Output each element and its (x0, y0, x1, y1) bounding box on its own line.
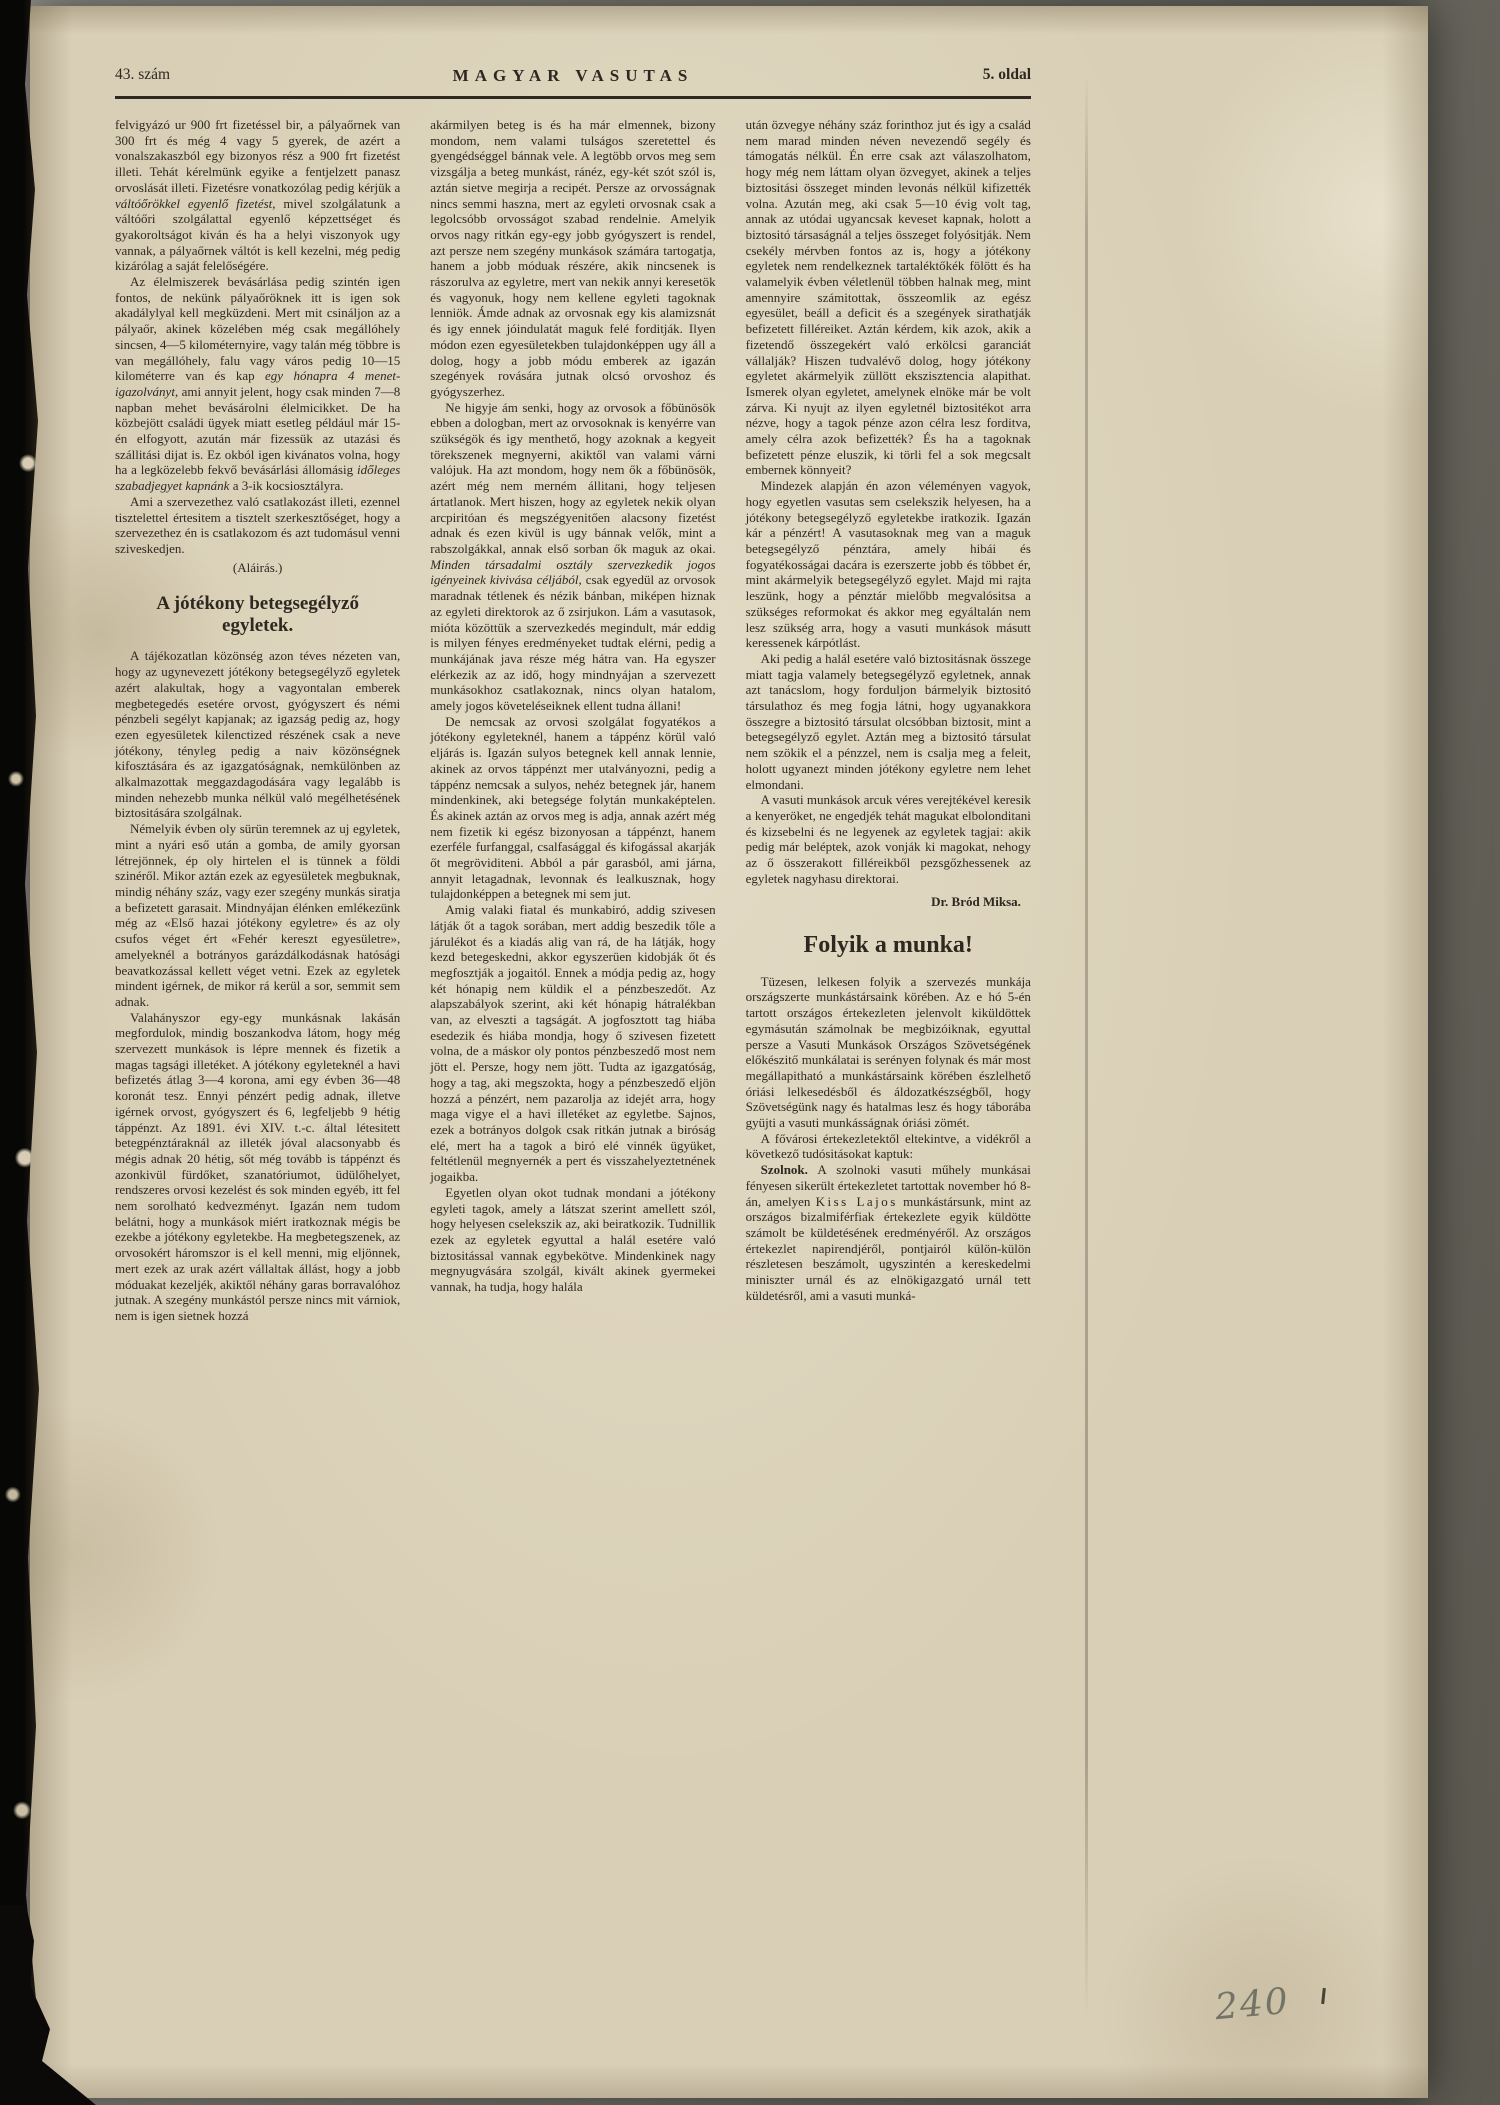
paragraph: Tüzesen, lelkesen folyik a szervezés munkája országszerte munkástársaink körében. Az e hó 5-én tartott országos értekezleten jelenvolt kiküldöttek egymásután számolnak be megbizóiknak, egyuttal persze a Vasuti Munkások Országos Szövetségének előkészitő munkálatai is serényen folynak és már most megállapitható a munkástársaink körében észlelhető óriási lelkesedésből és áldozatkészségből, hogy Szövetségünk nagy és hatalmas lesz és hogy táborába gyüjti a vasuti munkásságnak óriási zömét. (745, 973, 1031, 1131)
article-title: Folyik a munka! (803, 932, 973, 959)
paragraph: A fővárosi értekezletektől eltekintve, a vidékről a következő tudósitásokat kaptuk: (745, 1130, 1031, 1162)
text-columns (115, 117, 1031, 1324)
page-number: 5. oldal (982, 66, 1031, 83)
paragraph: Szolnok. A szolnoki vasuti műhely munkásai fényesen sikerült értekezletet tartottak november hó 8-án, amelyen Kiss Lajos munkástársunk, mint az országos bizalmiférfiak értekezlete egyik küldötte számolt be küldetésének eredményéről. Az országos értekezlet napirendjéről, pontjairól külön-külön részletesen beszámolt, ugyszintén a kereskedelmi miniszter urnál és az elnökigazgató urnál tett küldetésről, ami a vasuti munká- (745, 1162, 1031, 1303)
paragraph: Némelyik évben oly sürün teremnek az uj egyletek, mint a nyári eső után a gomba, de amily gyorsan létrejönnek, ép oly hirtelen el is tünnek a földi szinéről. Mikor aztán ezek az egyesületek megbuknak, mindig néhány száz, vagy ezer szegény munkás siratja a befizetett garasait. Mindnyájan élénken emlékezünk még az «Első hazai jótékony egyletre» és az oly csufos véget ért «Fehér kereszt egyesületre», amelyeknél a botrányos garázdálkodásnak hatósági beavatkozással kellett véget vetni. Ezek az egyletek mindent igérnek, de mikor rá kerül a sor, semmit sem adnak. (115, 821, 401, 1009)
text-column-2 (430, 117, 715, 1324)
paragraph: Aki pedig a halál esetére való biztositásnak összege miatt tagja valamely betegsegélyző egyletnek, annak azt tanácslom, hogy forduljon bármelyik biztositó társulathoz és meg fogja látni, hogy ugyanakkora összegre a biztositó társulat olcsóbban biztosit, mint a betegsegélyző egylet. Aztán meg a biztositó társulat nem szökik el a pénzzel, nem is csalja meg a feleit, holott ugyanezt minden jótékony egyletre nem lehet elmondani. (745, 650, 1031, 792)
page-crease-line (1085, 76, 1088, 2021)
text-column-3 (746, 117, 1031, 1324)
author-signature: Dr. Bród Miksa. (931, 894, 1021, 910)
paragraph: Valahányszor egy-egy munkásnak lakásán megfordulok, mindig boszankodva látom, hogy még szervezett munkások is lépre mennek és fizetik a magas tagsági illetéket. A jótékony egyleteknél a havi befizetés átlag 3—4 korona, ami egy évben 36—48 koronát tesz. Ennyi pénzért pedig adnak, illetve igérnek orvost, gyógyszert és 6, legfeljebb 9 hétig táppénzt. Az 1891. évi XIV. t.-c. által létesitett betegpénztáraknál az illeték jóval alacsonyabb és mégis adnak 20 hétig, sőt még tovább is táppénzt és azonkivül fürdőket, szanatóriumot, üdülőhelyet, rendszeres orvosi kezelést és sok minden egyéb, itt fel nem sorolható kedvezményt. Igazán nem tudom belátni, hogy a munkások miért iratkoznak mégis be ezekbe a jótékony egyletekbe. Ha megbetegszenek, az orvosokért háromszor is el kell menni, mig eljönnek, mert ezek az urak azért vállaltak állást, hogy a jobb móduakat kezeljék, akiktől néhány garas borravalóhoz jutnak. A szegény munkástól persze nincs mit várniok, nem is igen sietnek hozzá (115, 1009, 401, 1323)
paragraph: Amig valaki fiatal és munkabiró, addig szivesen látják őt a tagok sorában, mert addig beszedik tőle a járulékot és a kiadás alig van rá, de ha látják, hogy kezd betegeskedni, akkor egyszerüen kidobják őt és megfosztják a jogaitól. Ennek a módja pedig az, hogy két hónapig nem küldik el a pénzbeszedőt. Az alapszabályok szerint, aki két hónapig hátralékban van, az elveszti a tagságát. A jogfosztott tag hiába esedezik és hiába mondja, hogy ő szivesen fizetett volna, de a máskor oly pontos pénzbeszedő most nem jött el. Persze, hogy nem jött. Tudta az igazgatóság, hogy a tag, aki megszokta, hogy a pénzbeszedő eljön hozzá a pénzért, nem pazarolja az idejét arra, hogy maga vigye el a havi illetéket az egyletbe. Sajnos, ezek a botrányos dolgok csak ritkán jutnak a biróság elé, mert ha a tagok a biró elé vinnék ügyüket, feltétlenül megnyernék a pert és visszahelyeztetnének jogaikba. (430, 902, 716, 1185)
article-title: A jótékony betegsegélyző egyletek. (156, 593, 359, 637)
newspaper-page (30, 6, 1428, 2098)
paragraph: Ami a szervezethez való csatlakozást illeti, ezennel tisztelettel értesitem a tisztelt szerkesztőséget, hogy a szervezethez én is csatlakozom és azt tudomásul venni sziveskedjen. (115, 493, 401, 556)
page-header (115, 66, 1031, 90)
issue-number: 43. szám (115, 66, 171, 83)
paragraph: után özvegye néhány száz forinthoz jut és igy a család nem marad minden néven nevezendő segély és támogatás nélkül. Én erre csak azt válaszolhatom, hogy még nem láttam olyan özvegyet, akinek a teljes biztositási összeget minden levonás nélkül kifizették volna. Azután meg, aki csak 5—10 évig volt tag, annak az utódai ugyancsak keveset kapnak, holott a biztositó társaságnál a teljes összeget folyósitják. Nem csekély mérvben fontos az is, hogy a jótékony egyletek nem rendelkeznek tartaléktőkék fölött és ha valamelyik évben véletlenül többen halnak meg, mint amennyire számitottak, összeomlik az egész egyesület, beáll a deficit és a szegények sirathatják befizetett filléreiket. Aztán kérdem, kik azok, akik a fizetendő összegekért való erkölcsi garanciát vállalják? Hiszen tudvalévő dolog, hogy jótékony egyletet akármelyik züllött ekszisztencia alapithat. Ismerek olyan egyletet, amelynek elnöke már be volt zárva. Ki nyujt az ilyen egyletnél biztositékot arra nézve, hogy a tagok pénze azon célra lesz forditva, amely célra azok befizették? És ha a tagoknak befizetett pénze eluszik, ki törli fel a sok megcsalt embernek könnyeit? (745, 117, 1031, 478)
paragraph: felvigyázó ur 900 frt fizetéssel bir, a pályaőrnek van 300 frt és még 4 vagy 5 gyerek, de azért a vonalszakaszból egy bizonyos rész a 900 frt fizetést illeti. Tehát kérelmünk egyike a fentjelzett panasz orvoslását illeti. Fizetésre vonatkozólag pedig kérjük a váltóőrökkel egyenlő fizetést, mivel szolgálatunk a váltóőri szolgálattal egyenlő képzettséget és gyakoroltságot kiván és ha a helyi viszonyok ugy vannak, a pályaőrnek váltót is kell kezelni, még pedig kizárólag a saját felelőségére. (115, 117, 401, 274)
masthead-title: MAGYAR VASUTAS (452, 66, 694, 85)
paragraph: Mindezek alapján én azon véleményen vagyok, hogy egyetlen vasutas sem cselekszik helyesen, ha a jótékony betegsegélyző egyletekbe iratkozik. Igazán kár a pénzért! A vasutasoknak meg van a maguk betegsegélyző pénztára, amely hibái és fogyatékosságai dacára is ezerszerte jobb és többet ér, mint akármelyik betegsegélyző egylet. Majd mi rajta leszünk, hogy a pénztár mielőbb megvalósitsa a szükséges reformokat és akkor meg egyáltalán nem lesz szükség arra, hogy a vasuti munkások másutt keressenek kárpótlást. (745, 478, 1031, 651)
paragraph: Az élelmiszerek bevásárlása pedig szintén igen fontos, de nekünk pályaőröknek itt is igen sok akadálylyal kell megküzdeni. Mert mit csináljon az a pályaőr, akinek közelében még csak megállóhely sincsen, 4—5 kilométernyire, vagy talán még többre is van megállóhely, falu vagy város pedig 10—15 kilométerre van és kap egy hónapra 4 menet-igazolványt, ami annyit jelent, hogy csak minden 7—8 napban mehet bevásárolni élelmicikket. De ha közbejött családi ügyek miatt esetleg például már 15-én elfogyott, azután már fizessük az utazási és szállitási dijat is. Ez okból igen kivánatos volna, hogy ha a legközelebb fekvő bevásárlási állomásig időleges szabadjegyet kapnánk a 3-ik kocsiosztályra. (115, 274, 401, 494)
paragraph: A vasuti munkások arcuk véres verejtékével keresik a kenyeröket, ne engedjék tehát magukat elbolonditani és kizsebelni és ne legyenek az egyletek tagjai: akik pedig már beléptek, azok vonják ki magokat, nehogy az ő összerakott filléreikből pezsgőzhessenek az egyletek nagyhasu direktorai. (745, 792, 1031, 886)
paragraph: A tájékozatlan közönség azon téves nézeten van, hogy az ugynevezett jótékony betegsegélyző egyletek azért alakultak, hogy a vagyontalan emberek megbetegedés esetére orvost, gyógyszert és némi pénzbeli segélyt kapjanak; az igazság pedig az, hogy ezen egyesületek kilenctized részének csak a neve jótékony, tényleg pedig a naiv közönségnek kifosztására és az igazgatóságnak, nemkülönben az alkalmazottak meggazdagodására vagy legalább is minden nehezebb munka nélkül való megélhetésének biztositására szolgálnak. (115, 648, 401, 821)
page-content (115, 66, 1031, 1324)
paragraph: Egyetlen olyan okot tudnak mondani a jótékony egyleti tagok, amely a látszat szerint amellett szól, hogy helyesen cselekszik az, aki beiratkozik. Tudnillik ezek az egyletek egyuttal a halál esetére való biztositással vannak egybekötve. Mindenkinek nagy megnyugvására szolgál, kivált akinek gyermekei vannak, ha tudja, hogy halála (430, 1184, 716, 1295)
paragraph: Ne higyje ám senki, hogy az orvosok a főbünösök ebben a dologban, mert az orvosoknak is kenyérre van szükségök és igy menthető, hogy azoknak a kegyeit törekszenek megnyerni, akiktől van valami várni valójuk. Ha azt mondom, hogy nem ők a főbünösök, azért még nem merném állitani, hogy teljesen ártatlanok. Mert hiszen, hogy az egyletek nekik olyan arcpiritóan és megszégyenitően alacsony fizetést adnak és ezen kivül is ugy bánnak velők, mint a rabszolgákkal, annak első sorban ők maguk az okai. Minden társadalmi osztály szervezkedik jogos igényeinek kivivása céljából, csak egyedül az orvosok maradnak tétlenek és nézik bánban, miképen hiznak az egyleti direktorok az ő zsirjukon. Lám a vasutasok, mióta közöttük a szervezkedés megindult, már eddig is milyen fényes eredményeket tudtak elérni, pedig a munkájának java része még hátra van. Ha egyszer elérkezik az az idő, hogy mindnyájan a szervezett munkásokhoz csatlakoznak, nincs olyan hatalom, amely jogos követeléseiknek ellent tudna állani! (430, 399, 716, 714)
header-rule (115, 96, 1031, 99)
handwritten-page-number: 240 (1213, 1980, 1292, 2029)
centered-line: (Aláirás.) (232, 559, 283, 575)
paragraph: De nemcsak az orvosi szolgálat fogyatékos a jótékony egyleteknél, hanem a táppénz körül való eljárás is. Igazán sulyos betegnek kell annak lennie, akinek az orvos táppénzt mer utalványozni, pedig a táppénz nemcsak a sulyos, nehéz betegnek jár, hanem mindenkinek, aki betegsége folytán munkaképtelen. És akinek aztán az orvos meg is adja, annak azért még nem fizetik ki egész bizonyosan a táppénzt, hanem ezerféle furfanggal, csalfasággal és kifogással akarják őt megröviditeni. Abból a pár garasból, ami járna, annyit letagadnak, levonnak és lealkusznak, hogy tulajdonképpen a betegnek mi sem jut. (430, 713, 716, 902)
paragraph: akármilyen beteg is és ha már elmennek, bizony mondom, nem valami tulságos szeretettel és gyengédséggel bánnak vele. A legtöbb orvos meg sem vizsgálja a beteg munkást, ránéz, egy-két szót szól is, aztán sietve megirja a recipét. Persze az orvosságnak nincs semmi haszna, mert az egyleti orvosnak csak a legolcsóbb orvosságot szabad rendelnie. Amelyik orvos nagy ritkán egy-egy jobb gyógyszert is rendel, azt persze nem szegény munkások számára tartogatja, hanem a jobb móduak részére, akik nincsenek is rászorulva az egyletre, mert van nekik annyi keresetök és vagyonuk, hogy nem kellene egyleti tagoknak lenniök. Ámde adnak az orvosnak egy kis alamizsnát és igy ennek jóindulatát maguk felé forditják. Ilyen módon ezen egyesületekben tulajdonképpen ugy áll a dolog, hogy a jobb módu emberek az igazán szegények rovására jutnak olcsó orvoshoz és gyógyszerhez. (430, 117, 716, 399)
text-column-1 (115, 117, 400, 1324)
